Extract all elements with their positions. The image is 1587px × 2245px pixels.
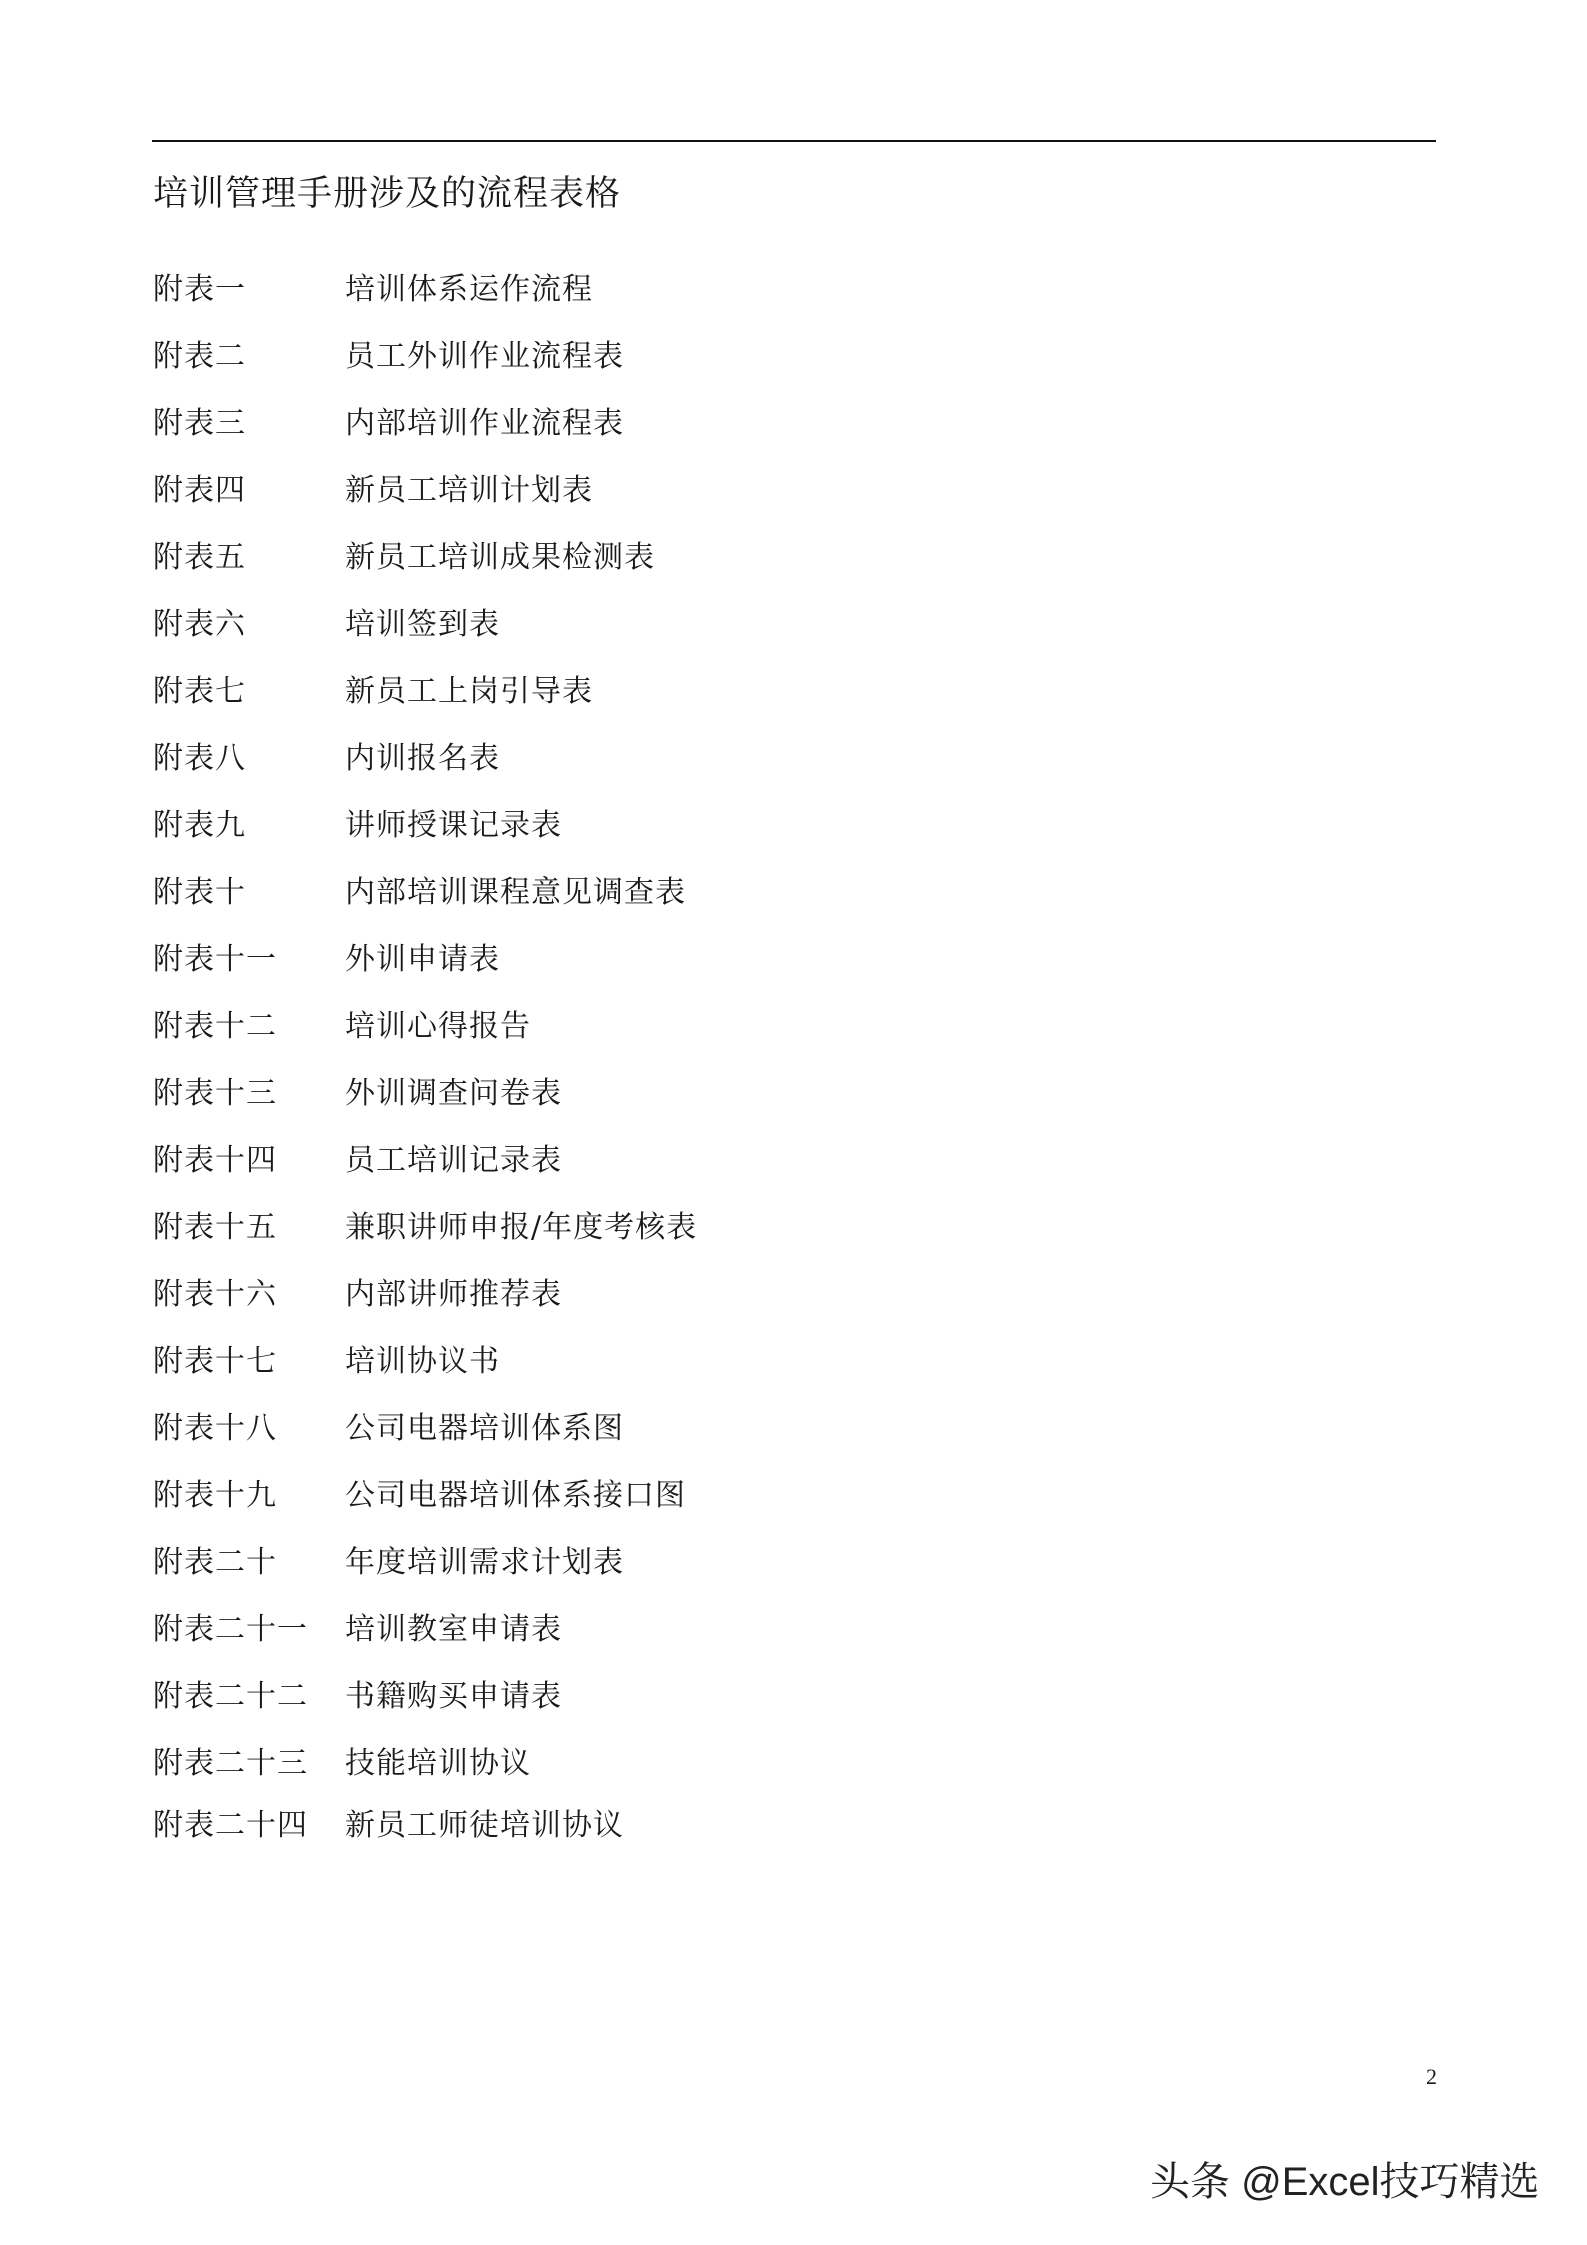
appendix-label: 附表四	[153, 472, 246, 508]
appendix-name: 新员工上岗引导表	[345, 673, 593, 709]
appendix-row	[153, 654, 1353, 721]
appendix-row	[153, 1458, 1353, 1525]
appendix-label: 附表二十二	[153, 1678, 308, 1714]
page-number: 2	[1426, 2064, 1437, 2089]
appendix-row	[153, 1123, 1353, 1190]
appendix-label: 附表二十三	[153, 1745, 308, 1781]
appendix-name: 内部讲师推荐表	[345, 1276, 562, 1312]
appendix-name: 培训心得报告	[345, 1008, 531, 1044]
appendix-name: 内部培训作业流程表	[345, 405, 624, 441]
appendix-name: 员工培训记录表	[345, 1142, 562, 1178]
appendix-row	[153, 1793, 1353, 1851]
appendix-row	[153, 1324, 1353, 1391]
appendix-name: 讲师授课记录表	[345, 807, 562, 843]
appendix-name: 培训签到表	[345, 606, 500, 642]
header-rule	[152, 140, 1436, 142]
appendix-label: 附表七	[153, 673, 246, 709]
appendix-row	[153, 1592, 1353, 1659]
appendix-label: 附表十五	[153, 1209, 277, 1245]
appendix-label: 附表九	[153, 807, 246, 843]
appendix-label: 附表十七	[153, 1343, 277, 1379]
appendix-label: 附表十二	[153, 1008, 277, 1044]
appendix-row	[153, 1257, 1353, 1324]
appendix-name: 培训协议书	[345, 1343, 500, 1379]
appendix-row	[153, 1525, 1353, 1592]
appendix-name: 兼职讲师申报/年度考核表	[345, 1209, 698, 1245]
appendix-name: 书籍购买申请表	[345, 1678, 562, 1714]
appendix-label: 附表十六	[153, 1276, 277, 1312]
appendix-row	[153, 1726, 1353, 1793]
appendix-name: 新员工培训计划表	[345, 472, 593, 508]
appendix-row	[153, 252, 1353, 319]
appendix-label: 附表十八	[153, 1410, 277, 1446]
appendix-name: 培训体系运作流程	[345, 271, 593, 307]
appendix-row	[153, 520, 1353, 587]
appendix-label: 附表二十四	[153, 1808, 308, 1843]
appendix-name: 技能培训协议	[345, 1745, 531, 1781]
appendix-name: 外训申请表	[345, 941, 500, 977]
appendix-row	[153, 1659, 1353, 1726]
appendix-row	[153, 855, 1353, 922]
appendix-row	[153, 788, 1353, 855]
document-title: 培训管理手册涉及的流程表格	[153, 174, 622, 214]
appendix-label: 附表八	[153, 740, 246, 776]
appendix-name: 公司电器培训体系接口图	[345, 1477, 686, 1513]
appendix-name: 年度培训需求计划表	[345, 1544, 624, 1580]
appendix-label: 附表十一	[153, 941, 277, 977]
appendix-name: 培训教室申请表	[345, 1611, 562, 1647]
appendix-row	[153, 989, 1353, 1056]
appendix-name: 外训调查问卷表	[345, 1075, 562, 1111]
appendix-label: 附表三	[153, 405, 246, 441]
appendix-label: 附表二十一	[153, 1611, 308, 1647]
appendix-label: 附表二	[153, 338, 246, 374]
appendix-label: 附表六	[153, 606, 246, 642]
appendix-name: 内部培训课程意见调查表	[345, 874, 686, 910]
appendix-list	[153, 252, 1353, 1851]
appendix-row	[153, 453, 1353, 520]
appendix-name: 内训报名表	[345, 740, 500, 776]
appendix-row	[153, 1056, 1353, 1123]
appendix-row	[153, 922, 1353, 989]
appendix-label: 附表五	[153, 539, 246, 575]
appendix-name: 新员工师徒培训协议	[345, 1808, 624, 1843]
appendix-row	[153, 386, 1353, 453]
appendix-name: 公司电器培训体系图	[345, 1410, 624, 1446]
appendix-label: 附表十九	[153, 1477, 277, 1513]
appendix-label: 附表一	[153, 271, 246, 307]
appendix-row	[153, 319, 1353, 386]
appendix-row	[153, 1190, 1353, 1257]
appendix-row	[153, 587, 1353, 654]
appendix-label: 附表十四	[153, 1142, 277, 1178]
appendix-name: 新员工培训成果检测表	[345, 539, 655, 575]
appendix-row	[153, 721, 1353, 788]
appendix-name: 员工外训作业流程表	[345, 338, 624, 374]
appendix-label: 附表二十	[153, 1544, 277, 1580]
appendix-label: 附表十	[153, 874, 246, 910]
appendix-row	[153, 1391, 1353, 1458]
appendix-label: 附表十三	[153, 1075, 277, 1111]
watermark: 头条 @Excel技巧精选	[1150, 2160, 1540, 2204]
